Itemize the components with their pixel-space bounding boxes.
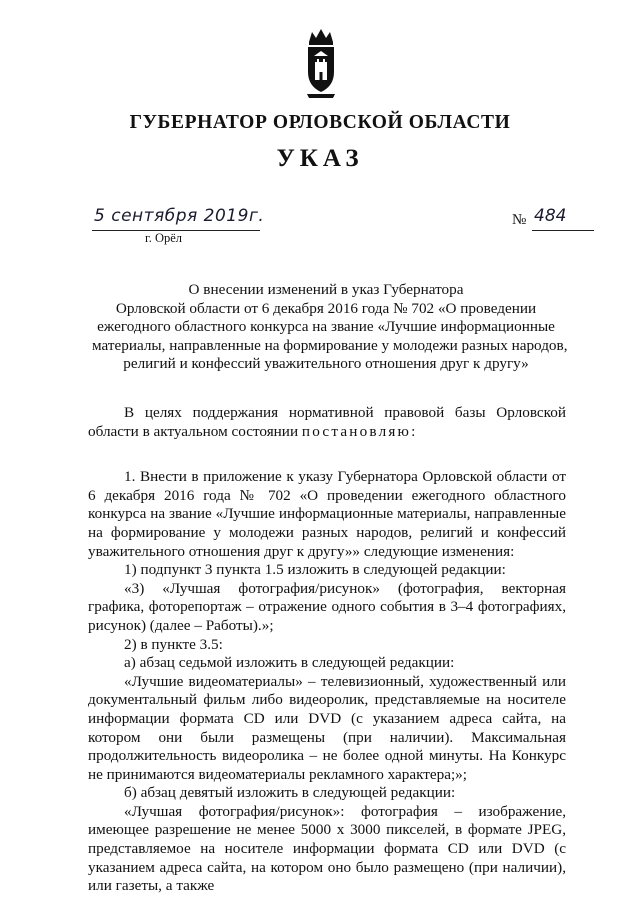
paragraph-subitem-2: 2) в пункте 3.5: [124,635,223,653]
issuer-heading: ГУБЕРНАТОР ОРЛОВСКОЙ ОБЛАСТИ [129,112,511,133]
number-underline [532,230,594,231]
title-line: Орловской области от 6 декабря 2016 года № 702 «О проведении [115,299,537,317]
number-field [512,206,596,232]
paragraph-quote-1: «3) «Лучшая фотография/рисунок» (фотография, векторная графика, фоторепортаж – отражение одного события в 3–4 фотографиях, рисунок) (далее – Работы).»; [88,579,566,634]
paragraph-item-1: 1. Внести в приложение к указу Губернатора Орловской области от 6 декабря 2016 года № 702 «О проведении ежегодного областного конкурса на звание «Лучшие информационные материалы, направленные на формирование у молодежи разных народов, религий и конфессий уважительного отношения друг к другу»» следующие изменения: [88,468,566,560]
decree-title [92,281,568,374]
decree-body [88,404,566,896]
title-line: материалы, направленные на формирование у молодежи разных народов, [92,336,568,354]
handwritten-number: 484 [534,206,567,226]
city-label: г. Орёл [145,231,183,245]
document-type-heading: УКАЗ [276,145,364,172]
title-line: религий и конфессий уважительного отношения друг к другу» [123,355,529,373]
title-line: ежегодного областного конкурса на звание «Лучшие информационные [97,318,555,336]
intro-keyword: постановляю: [301,422,418,440]
handwritten-date: 5 сентября 2019г. [94,206,265,226]
date-field [92,206,272,232]
intro-text: В целях поддержания нормативной правовой базы Орловской области в актуальном состоянии [88,404,566,440]
paragraph-quote-2: «Лучшие видеоматериалы» – телевизионный, художественный или документальный фильм либо видеоролик, представляемые на носителе информации формата CD или DVD (с указанием адреса сайта, на котором они были размещены (при наличии). Максимальная продолжительность видеоролика – не более одной минуты. На Конкурс не принимаются видеоматериалы рекламного характера;»; [88,672,566,783]
intro-paragraph [88,404,566,441]
paragraph-subitem-2a: а) абзац седьмой изложить в следующей редакции: [124,654,455,672]
paragraph-subitem-2b: б) абзац девятый изложить в следующей редакции: [124,784,456,802]
number-sign: № [512,212,527,228]
title-line: О внесении изменений в указ Губернатора [188,281,464,298]
paragraph-subitem-1: 1) подпункт 3 пункта 1.5 изложить в следующей редакции: [124,561,506,579]
coat-of-arms-emblem [303,28,339,100]
paragraph-quote-3: «Лучшая фотография/рисунок»: фотография – изображение, имеющее разрешение не менее 5000 х 3000 пикселей, в формате JPEG, представляемое на носителе информации формата CD или DVD (с указанием адреса сайта, на котором оно было размещено (при наличии), или газеты, а также [88,802,566,895]
